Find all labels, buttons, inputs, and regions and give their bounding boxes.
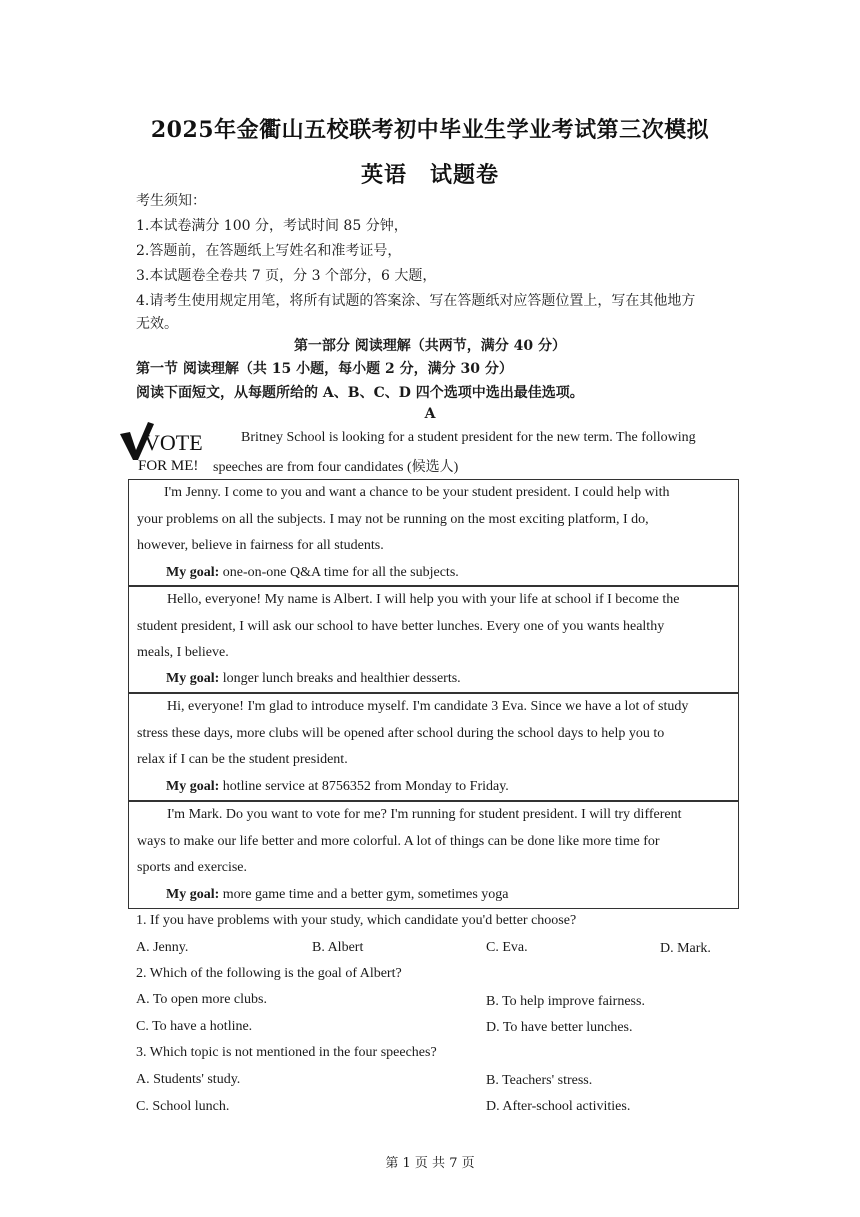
goal-text: one-on-one Q&A time for all the subjects. <box>219 565 459 580</box>
goal-text: longer lunch breaks and healthier desserts. <box>219 671 461 686</box>
speech-box-albert <box>128 586 739 693</box>
notice-item-1: 1.本试卷满分 100 分，考试时间 85 分钟， <box>136 218 408 234</box>
speech-line: Hi, everyone! I'm glad to introduce myself. I'm candidate 3 Eva. Since we have a lot of study <box>167 699 689 714</box>
speech-line: meals, I believe. <box>137 645 229 660</box>
speech-goal <box>166 779 509 795</box>
speech-box-eva <box>128 693 739 801</box>
logo-vote-text: VOTE <box>144 430 203 455</box>
speech-goal <box>166 887 509 903</box>
question-3-stem: 3. Which topic is not mentioned in the four speeches? <box>136 1045 437 1060</box>
speech-line: stress these days, more clubs will be opened after school during the school days to help you to <box>137 726 665 741</box>
exam-title: 2025年金衢山五校联考初中毕业生学业考试第三次模拟 <box>150 117 710 143</box>
speech-line: ways to make our life better and more colorful. A lot of things can be done like more time for <box>137 834 660 849</box>
exam-subtitle: 英语 试题卷 <box>360 162 499 188</box>
goal-label: My goal: <box>166 887 220 902</box>
vote-for-me-logo <box>118 420 218 476</box>
page-number: 第 1 页 共 7 页 <box>385 1156 475 1171</box>
question-1-option-d[interactable]: D. Mark. <box>660 941 711 956</box>
question-2-option-d[interactable]: D. To have better lunches. <box>486 1020 633 1035</box>
question-3-option-b[interactable]: B. Teachers' stress. <box>486 1073 593 1088</box>
notice-heading: 考生须知： <box>136 193 206 209</box>
section-instruction: 阅读下面短文，从每题所给的 A、B、C、D 四个选项中选出最佳选项。 <box>136 385 584 401</box>
speech-box-jenny <box>128 479 739 586</box>
speech-goal <box>166 671 461 687</box>
speech-line: I'm Jenny. I come to you and want a chance to be your student president. I could help with <box>164 485 670 500</box>
passage-intro-line-2: speeches are from four candidates (候选人) <box>213 460 459 475</box>
section-one-title: 第一节 阅读理解（共 15 小题，每小题 2 分，满分 30 分） <box>136 361 513 377</box>
notice-item-4-cont: 无效。 <box>136 316 178 332</box>
speech-line: student president, I will ask our school to have better lunches. Every one of you wants healthy <box>137 619 665 634</box>
notice-item-3: 3.本试题卷全卷共 7 页，分 3 个部分，6 大题， <box>136 268 437 284</box>
question-2-stem: 2. Which of the following is the goal of Albert? <box>136 966 402 981</box>
notice-item-4: 4.请考生使用规定用笔，将所有试题的答案涂、写在答题纸对应答题位置上，写在其他地方 <box>136 293 696 309</box>
question-3-option-d[interactable]: D. After-school activities. <box>486 1099 631 1114</box>
question-3-option-c[interactable]: C. School lunch. <box>136 1099 230 1114</box>
speech-line: Hello, everyone! My name is Albert. I will help you with your life at school if I become the <box>167 592 680 607</box>
question-1-option-a[interactable]: A. Jenny. <box>136 940 189 955</box>
passage-intro-line-1: Britney School is looking for a student president for the new term. The following <box>241 430 696 445</box>
speech-line: your problems on all the subjects. I may not be running on the most exciting platform, I do, <box>137 512 649 527</box>
passage-letter: A <box>424 406 436 422</box>
speech-box-mark <box>128 801 739 909</box>
speech-goal <box>166 565 459 581</box>
speech-line: sports and exercise. <box>137 860 248 875</box>
notice-item-2: 2.答题前，在答题纸上写姓名和准考证号， <box>136 243 402 259</box>
question-1-stem: 1. If you have problems with your study, which candidate you'd better choose? <box>136 913 577 928</box>
goal-text: hotline service at 8756352 from Monday to Friday. <box>219 779 509 794</box>
question-2-option-a[interactable]: A. To open more clubs. <box>136 992 267 1007</box>
question-2-option-c[interactable]: C. To have a hotline. <box>136 1019 253 1034</box>
question-1-option-b[interactable]: B. Albert <box>312 940 364 955</box>
question-2-option-b[interactable]: B. To help improve fairness. <box>486 994 645 1009</box>
goal-label: My goal: <box>166 565 220 580</box>
part-one-title: 第一部分 阅读理解（共两节，满分 40 分） <box>293 338 567 354</box>
goal-label: My goal: <box>166 671 220 686</box>
speech-line: I'm Mark. Do you want to vote for me? I'm running for student president. I will try different <box>167 807 682 822</box>
logo-forme-text: FOR ME! <box>138 458 199 474</box>
question-1-option-c[interactable]: C. Eva. <box>486 940 528 955</box>
speech-line: however, believe in fairness for all students. <box>137 538 384 553</box>
question-3-option-a[interactable]: A. Students' study. <box>136 1072 241 1087</box>
goal-text: more game time and a better gym, sometimes yoga <box>219 887 509 902</box>
goal-label: My goal: <box>166 779 220 794</box>
speech-line: relax if I can be the student president. <box>137 752 348 767</box>
